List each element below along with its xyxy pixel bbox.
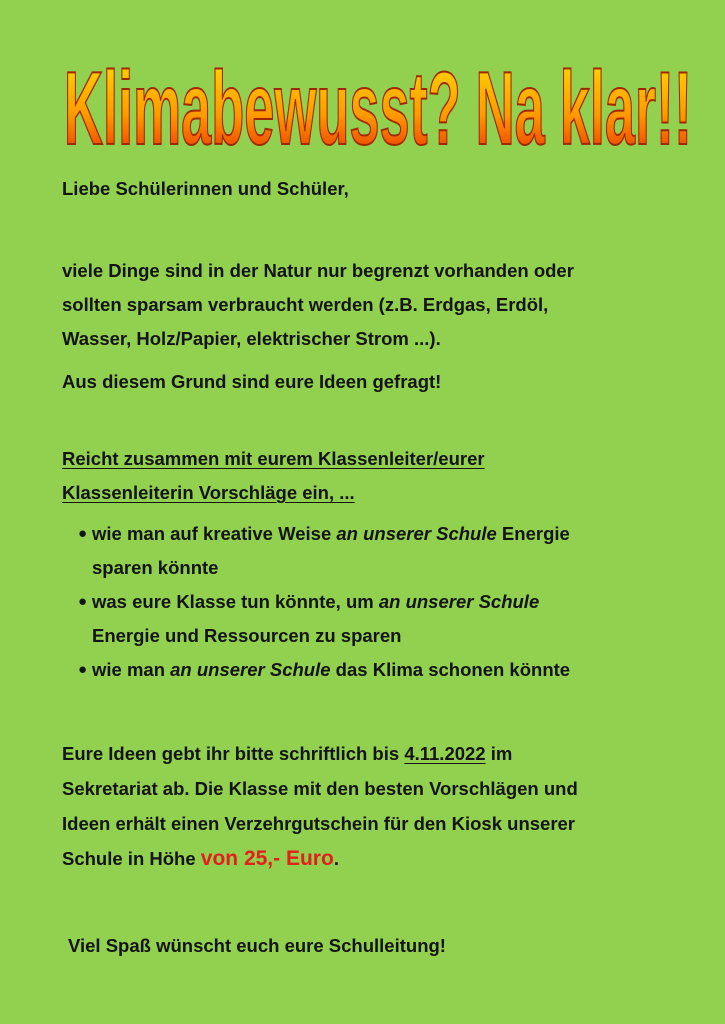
intro-line-3: Wasser, Holz/Papier, elektrischer Strom ...). [62,328,441,349]
bullet-icon: ● [78,661,88,678]
list-item: ● wie man auf kreative Weise an unserer Schule Energie sparen könnte [78,517,698,585]
deadline-line-1: Eure Ideen gebt ihr bitte schriftlich bis 4.11.2022 im [62,743,513,764]
instruction-line-1: Reicht zusammen mit eurem Klassenleiter/eurer [62,448,485,469]
instruction-line-2: Klassenleiterin Vorschläge ein, ... [62,482,355,503]
intro-line-2: sollten sparsam verbraucht werden (z.B. Erdgas, Erdöl, [62,294,549,315]
call-to-action: Aus diesem Grund sind eure Ideen gefragt! [62,371,442,392]
deadline-line-4: Schule in Höhe von 25,- Euro. [62,847,339,870]
greeting: Liebe Schülerinnen und Schüler, [62,178,349,199]
list-item: ● wie man an unserer Schule das Klima schonen könnte [78,653,698,687]
bullet-icon: ● [78,525,88,542]
page-title [62,58,694,154]
list-item: ● was eure Klasse tun könnte, um an unserer Schule Energie und Ressourcen zu sparen [78,585,698,653]
deadline-date: 4.11.2022 [404,743,486,764]
prize-amount: von 25,- Euro [200,847,334,870]
title-wordart [62,58,694,154]
bullet-icon: ● [78,593,88,610]
closing: Viel Spaß wünscht euch eure Schulleitung! [68,935,446,956]
deadline-line-3: Ideen erhält einen Verzehrgutschein für den Kiosk unserer [62,813,576,834]
deadline-line-2: Sekretariat ab. Die Klasse mit den besten Vorschlägen und [62,778,578,799]
title-text: Klimabewusst? Na klar!! [64,58,692,154]
intro-line-1: viele Dinge sind in der Natur nur begrenzt vorhanden oder [62,260,574,281]
